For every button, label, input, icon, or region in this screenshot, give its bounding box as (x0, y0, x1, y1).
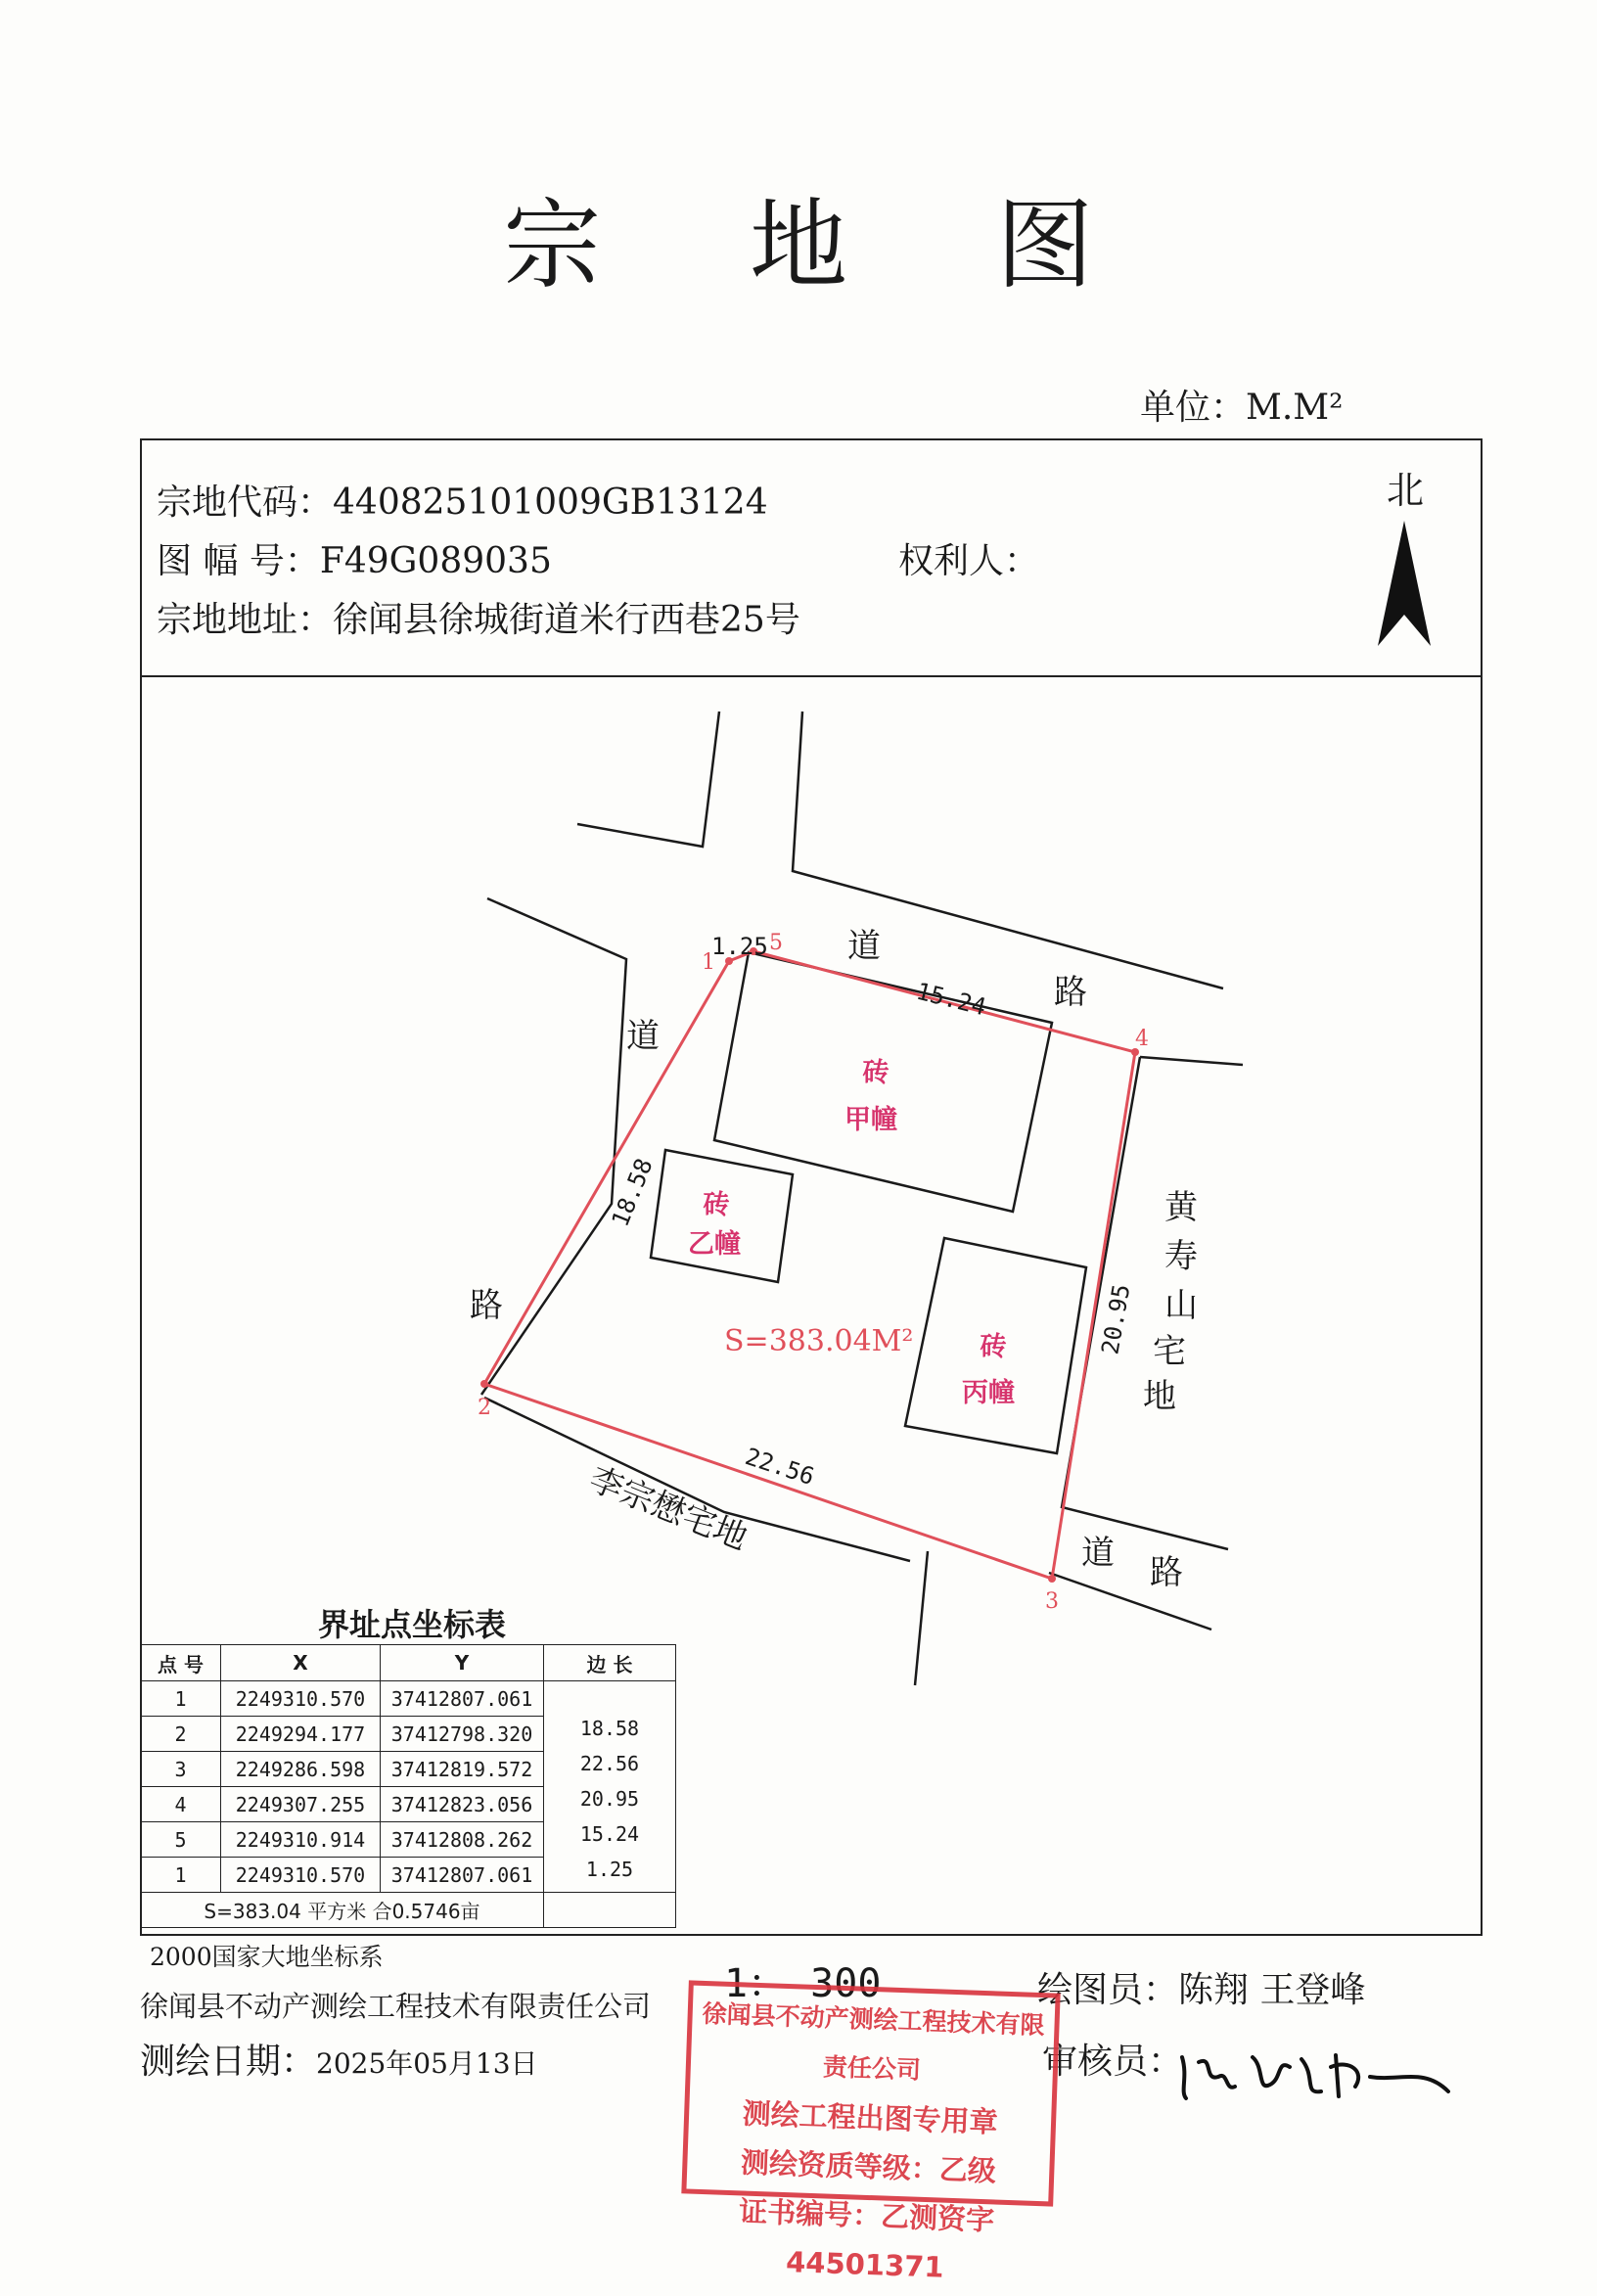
cell-y: 37412819.572 (381, 1752, 544, 1787)
cell-x: 2249307.255 (221, 1787, 381, 1822)
neighbor-label: 寿 (1164, 1237, 1198, 1276)
building-material-label: 砖 (862, 1058, 890, 1088)
table-row (141, 1717, 676, 1752)
cell-x: 2249310.570 (221, 1858, 381, 1893)
road-label: 道 (626, 1017, 660, 1056)
neighbor-label-south: 李宗懋宅地 (583, 1459, 753, 1559)
cell-x: 2249310.914 (221, 1822, 381, 1858)
road-label: 路 (1054, 973, 1087, 1012)
building-material-label: 砖 (980, 1332, 1007, 1362)
road-line (1140, 1057, 1243, 1065)
road-line (1049, 1573, 1211, 1630)
road-lines (481, 712, 1243, 1685)
col-header-edge: 边 长 (544, 1645, 676, 1681)
cell-edge: 20.95 (544, 1787, 676, 1822)
edge-length-label: 1.25 (711, 933, 768, 960)
cell-edge-empty (544, 1681, 676, 1717)
area-label: S=383.04M² (724, 1324, 914, 1358)
boundary-point-3 (1048, 1575, 1056, 1583)
stamp-line: 证书编号：乙测资字44501371 (738, 2194, 995, 2284)
building-name-label: 乙幢 (688, 1229, 741, 1260)
parcel-code-value: 440825101009GB13124 (333, 482, 768, 523)
point-label: 4 (1135, 1027, 1149, 1051)
cell-edge: 22.56 (544, 1752, 676, 1787)
table-row (141, 1858, 676, 1893)
cell-point: 1 (141, 1681, 221, 1717)
cell-point: 2 (141, 1717, 221, 1752)
boundary-point-2 (480, 1380, 488, 1388)
road-line (915, 1551, 928, 1685)
scale-label: 1： 300 (724, 1961, 882, 2006)
coord-table-title: 界址点坐标表 (318, 1606, 507, 1643)
north-label: 北 (1387, 469, 1425, 512)
cell-y: 37412807.061 (381, 1858, 544, 1893)
point-label: 1 (702, 950, 715, 975)
stamp-line: 徐闻县不动产测绘工程技术有限责任公司 (702, 1998, 1046, 2085)
road-label: 道 (847, 927, 881, 966)
stamp-line: 测绘资质等级：乙级 (740, 2145, 997, 2188)
date-row (140, 2034, 538, 2084)
neighbor-label: 地 (1143, 1377, 1176, 1416)
building-name-label: 甲幢 (844, 1105, 897, 1135)
coord-system: 2000国家大地坐标系 (150, 1943, 384, 1971)
cell-y: 37412823.056 (381, 1787, 544, 1822)
summary-blank (544, 1893, 676, 1928)
cell-point: 1 (141, 1858, 221, 1893)
cell-x: 2249310.570 (221, 1681, 381, 1717)
stamp-line: 测绘工程出图专用章 (742, 2096, 999, 2139)
road-line (577, 712, 719, 847)
address-value: 徐闻县徐城街道米行西巷25号 (333, 600, 800, 640)
page-title: 宗 地 图 (503, 188, 1153, 302)
road-label: 路 (1150, 1553, 1183, 1592)
cell-point: 5 (141, 1822, 221, 1858)
point-label: 2 (478, 1396, 491, 1420)
area-summary: S=383.04 平方米 合0.5746亩 (141, 1893, 544, 1928)
table-row (141, 1681, 676, 1717)
cell-edge: 15.24 (544, 1822, 676, 1858)
cell-y: 37412807.061 (381, 1681, 544, 1717)
reviewer-label: 审核员： (1042, 2042, 1184, 2082)
drafter-name: 陈翔 王登峰 (1178, 1970, 1366, 2010)
parcel-code-label: 宗地代码： (157, 482, 334, 523)
sheet-no-value: F49G089035 (319, 541, 552, 581)
drafter-label: 绘图员： (1037, 1970, 1179, 2010)
road-line (481, 898, 626, 1395)
building-name-label: 丙幢 (962, 1378, 1015, 1408)
edge-length-label: 20.95 (1096, 1282, 1136, 1357)
address-label: 宗地地址： (157, 600, 334, 640)
cell-edge: 1.25 (544, 1858, 676, 1893)
neighbor-label: 山 (1164, 1286, 1198, 1325)
road-label: 道 (1081, 1534, 1115, 1573)
sheet-no-label: 图 幅 号： (157, 541, 320, 581)
reviewer-signature-icon (1174, 2038, 1458, 2106)
date-value: 2025年05月13日 (316, 2047, 538, 2080)
building-material-label: 砖 (703, 1190, 730, 1220)
date-label: 测绘日期： (140, 2042, 317, 2082)
cell-x: 2249286.598 (221, 1752, 381, 1787)
table-row (141, 1787, 676, 1822)
drafter-row (1037, 1962, 1365, 2012)
cell-y: 37412798.320 (381, 1717, 544, 1752)
cell-y: 37412808.262 (381, 1822, 544, 1858)
edge-length-label: 18.58 (606, 1154, 659, 1231)
company-name: 徐闻县不动产测绘工程技术有限责任公司 (140, 1990, 652, 2023)
cell-x: 2249294.177 (221, 1717, 381, 1752)
official-stamp (681, 1980, 1060, 2284)
unit-label: 单位：M.M² (1140, 388, 1344, 428)
point-label: 5 (769, 931, 783, 955)
table-row (141, 1822, 676, 1858)
point-label: 3 (1045, 1589, 1059, 1614)
table-row (141, 1752, 676, 1787)
edge-length-label: 15.24 (913, 977, 989, 1022)
coord-table (140, 1644, 676, 1928)
col-header-x: X (221, 1645, 381, 1681)
edge-length-label: 22.56 (742, 1443, 818, 1492)
owner-label: 权利人： (898, 541, 1040, 581)
neighbor-label: 黄 (1164, 1188, 1198, 1227)
road-label: 路 (470, 1286, 503, 1325)
col-header-y: Y (381, 1645, 544, 1681)
col-header-point: 点 号 (141, 1645, 221, 1681)
cell-edge: 18.58 (544, 1717, 676, 1752)
neighbor-label: 宅 (1153, 1332, 1186, 1371)
cell-point: 3 (141, 1752, 221, 1787)
road-line (1062, 1057, 1228, 1549)
cell-point: 4 (141, 1787, 221, 1822)
